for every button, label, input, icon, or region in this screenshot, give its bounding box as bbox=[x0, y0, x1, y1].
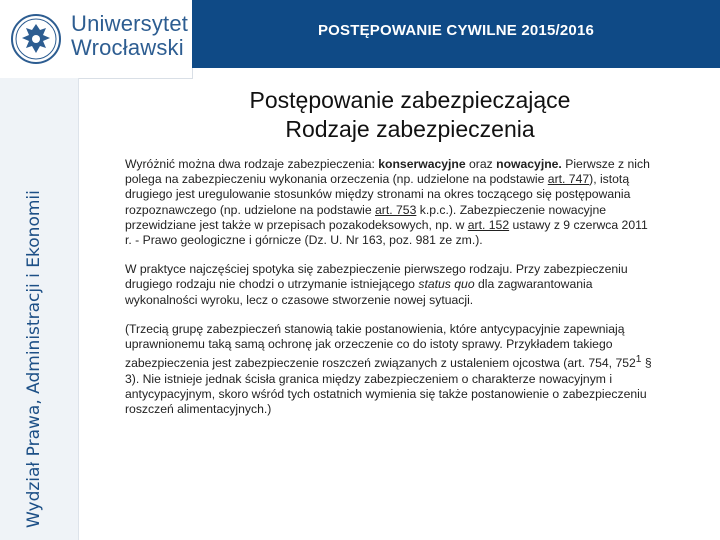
bold-term: konserwacyjne bbox=[378, 157, 466, 171]
article-link[interactable]: art. 747 bbox=[547, 172, 590, 187]
slide-title-line1: Postępowanie zabezpieczające bbox=[249, 87, 571, 113]
bold-term: nowacyjne. bbox=[496, 157, 562, 171]
logo-text-line1: Uniwersytet bbox=[71, 11, 189, 36]
text-segment: W praktyce najczęściej spotyka się zabezpieczenie pierwszego rodzaju. Przy zabezpieczeniu drugiego rodzaju nie chodzi o utrzymanie istniejącego bbox=[125, 262, 628, 292]
text-segment: Pierwsze z nich polega na zabezpieczeniu wykonania orzeczenia (np. udzielone na podstawie bbox=[125, 157, 650, 187]
italic-term: status quo bbox=[418, 277, 475, 292]
paragraph-1 bbox=[125, 157, 657, 248]
paragraph-2 bbox=[125, 262, 657, 308]
faculty-name: Wydział Prawa, Administracji i Ekonomii bbox=[24, 190, 44, 528]
university-crest-icon bbox=[10, 12, 62, 66]
header-band bbox=[192, 0, 720, 68]
text-segment: dla zagwarantowania wykonalności wyroku, lecz o czasowe stworzenie nowej sytuacji. bbox=[125, 277, 593, 307]
text-segment: (Trzecią grupę zabezpieczeń stanowią takie postanowienia, które antycypacyjnie zapewniają uprawnionemu taką samą ochronę jak orzeczenie co do istoty sprawy. Przykładem takiego zabezpieczenia jest zabezpieczenie roszczeń związanych z ustaleniem ojcostwa (art. 754, 752 bbox=[125, 321, 636, 371]
slide-title-line2: Rodzaje zabezpieczenia bbox=[285, 116, 535, 142]
article-link[interactable]: art. 753 bbox=[375, 202, 417, 217]
faculty-sidebar bbox=[0, 78, 79, 540]
slide-body bbox=[125, 157, 657, 431]
article-link[interactable]: art. 152 bbox=[467, 217, 510, 232]
superscript: 1 bbox=[635, 354, 642, 366]
text-segment: oraz bbox=[465, 157, 497, 171]
slide-title bbox=[140, 86, 680, 144]
text-segment: Wyróżnić można dwa rodzaje zabezpieczenia: bbox=[125, 157, 379, 171]
text-segment: ustawy z 9 czerwca 2011 r. - Prawo geologiczne i górnicze (Dz. U. Nr 163, poz. 981 ze zm.). bbox=[125, 217, 648, 248]
text-segment: § 3). Nie istnieje jednak ścisła granica między zabezpieczeniem o charakterze nowacyjnym i antycypacyjnym, skoro wśród tych ostatnich wymienia się także postanowienie o zabezpieczeniu roszczeń alimentacyjnych.) bbox=[125, 356, 652, 416]
course-title: POSTĘPOWANIE CYWILNE 2015/2016 bbox=[317, 22, 595, 39]
logo-text bbox=[71, 12, 188, 60]
text-segment: k.p.c.). Zabezpieczenie nowacyjne przewidziane jest także w przepisach pozakodeksowych, np. w bbox=[125, 202, 607, 232]
logo-text-line2: Wrocławski bbox=[71, 35, 184, 60]
university-logo bbox=[0, 0, 193, 79]
text-segment: ), istotą drugiego jest uregulowanie stosunków między stronami na okres toczącego się postępowania rozpoznawczego (np. udzielone na podstawie bbox=[125, 172, 631, 217]
paragraph-3 bbox=[125, 322, 657, 417]
